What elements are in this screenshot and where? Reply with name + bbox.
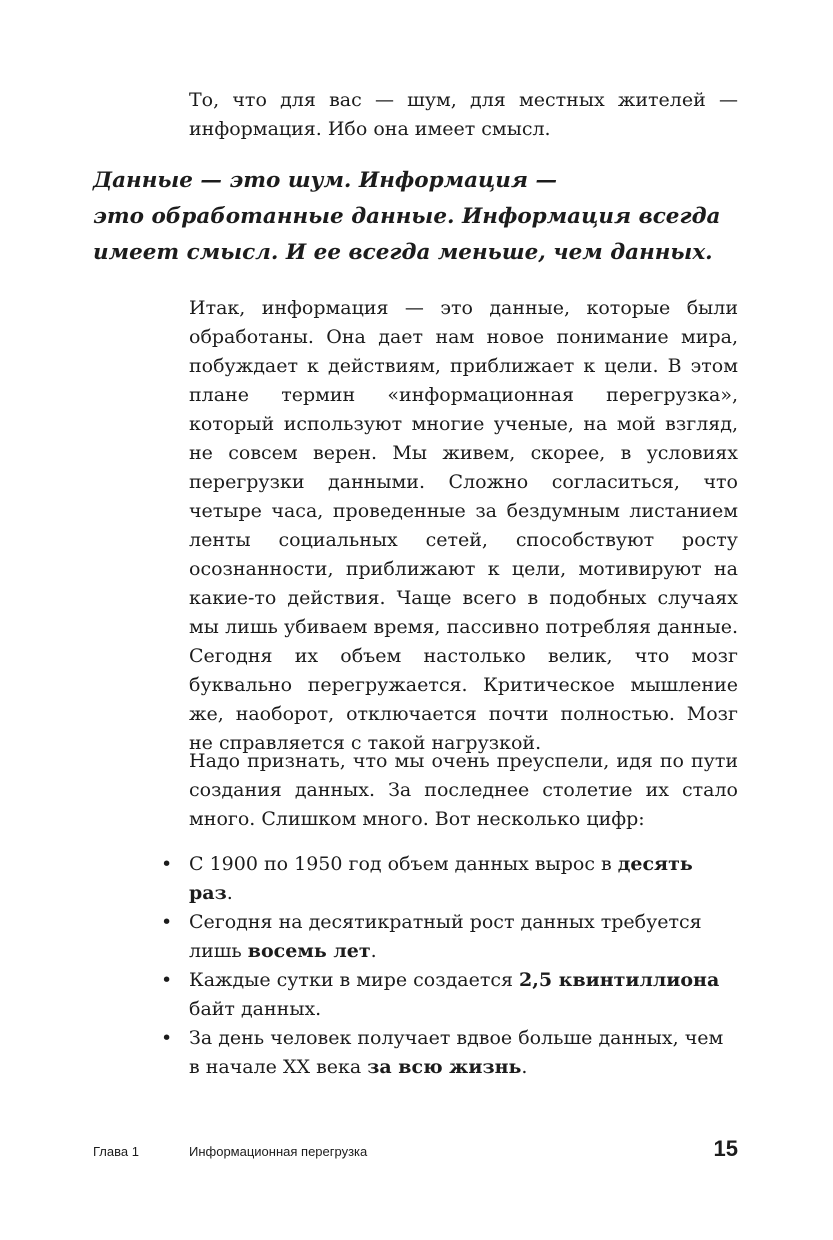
fact-text-end: . bbox=[370, 940, 377, 962]
fact-emphasis: 2,5 квинтиллиона bbox=[519, 969, 720, 991]
pull-quote-line: имеет смысл. И ее всегда меньше, чем данных. bbox=[93, 240, 713, 265]
pull-quote-line: Данные — это шум. Информация — bbox=[93, 168, 558, 193]
fact-text-end: . bbox=[521, 1056, 528, 1078]
main-paragraph: Итак, информация — это данные, которые были обработаны. Она дает нам новое понимание мира, побуждает к действиям, приближает к цели. В этом плане термин «информационная перегрузка», который используют многие ученые, на мой взгляд, не совсем верен. Мы живем, скорее, в условиях перегрузки данными. Сложно согласиться, что четыре часа, проведенные за бездумным листанием ленты социальных сетей, способствуют росту осознанности, приближают к цели, мотивируют на какие-то действия. Чаще всего в подобных случаях мы лишь убиваем время, пассивно потребляя данные. Сегодня их объем настолько велик, что мозг буквально перегружается. Критическое мышление же, наоборот, отключается почти полностью. Мозг не справляется с такой нагрузкой. bbox=[189, 297, 738, 754]
fact-text: С 1900 по 1950 год объем данных вырос в bbox=[189, 853, 618, 875]
bullet-icon: • bbox=[161, 1027, 173, 1049]
fact-emphasis: за всю жизнь bbox=[367, 1056, 522, 1078]
bullet-icon: • bbox=[161, 911, 173, 933]
page-number: 15 bbox=[713, 1136, 738, 1161]
list-item bbox=[161, 908, 738, 966]
pull-quote-line: это обработанные данные. Информация всегда bbox=[93, 204, 721, 229]
intro-paragraph: То, что для вас — шум, для местных жителей — информация. Ибо она имеет смысл. bbox=[189, 89, 738, 140]
list-item bbox=[161, 850, 738, 908]
list-item bbox=[161, 966, 738, 1024]
fact-text: Каждые сутки в мире создается bbox=[189, 969, 520, 991]
fact-text: За день человек получает вдвое больше данных, чем в начале XX века bbox=[189, 1027, 724, 1078]
fact-emphasis: восемь лет bbox=[247, 940, 371, 962]
list-item bbox=[161, 1024, 738, 1082]
fact-text-end: . bbox=[226, 882, 233, 904]
page-footer bbox=[93, 1136, 738, 1166]
fact-text-end: байт данных. bbox=[189, 998, 322, 1020]
pull-quote bbox=[93, 163, 721, 271]
bullet-icon: • bbox=[161, 969, 173, 991]
fact-emphasis: десять раз bbox=[189, 853, 693, 904]
bullet-icon: • bbox=[161, 853, 173, 875]
second-paragraph: Надо признать, что мы очень преуспели, идя по пути создания данных. За последнее столетие их стало много. Слишком много. Вот несколько цифр: bbox=[189, 750, 738, 830]
chapter-label: Глава 1 bbox=[93, 1144, 139, 1159]
facts-list bbox=[161, 850, 738, 1082]
chapter-title: Информационная перегрузка bbox=[189, 1144, 368, 1159]
fact-text: Сегодня на десятикратный рост данных требуется лишь bbox=[189, 911, 702, 962]
